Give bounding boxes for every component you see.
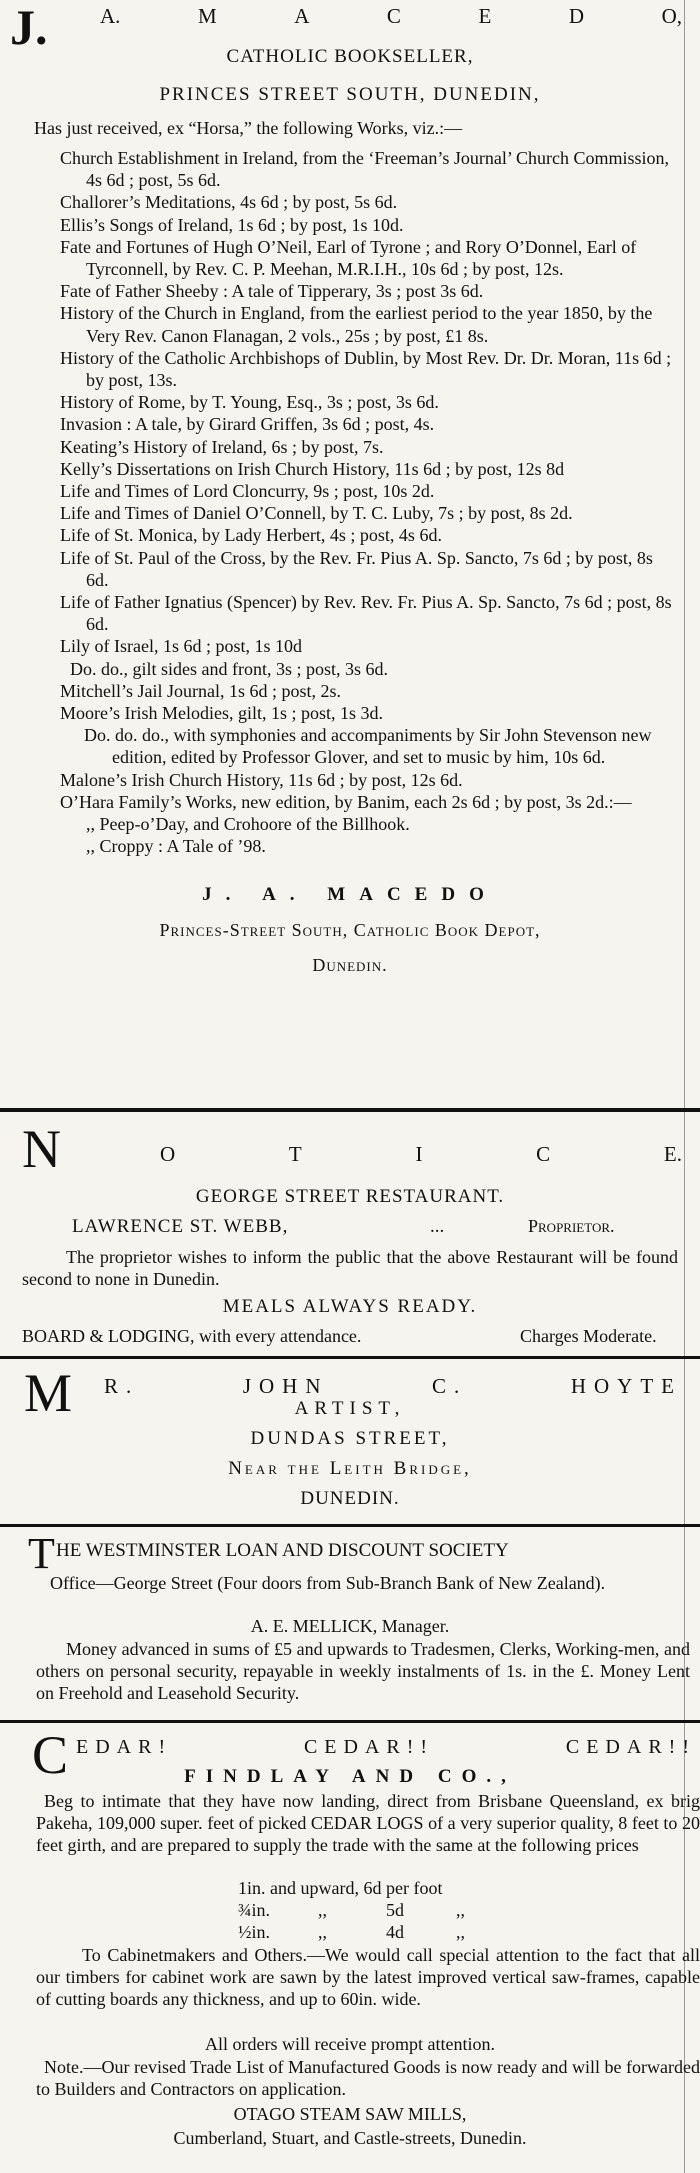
cedar-word: EDAR! <box>76 1736 173 1758</box>
ditto-mark: ,, <box>456 1900 465 1920</box>
ditto-mark: ,, <box>456 1922 465 1942</box>
manager-line: A. E. MELLICK, Manager. <box>250 1616 450 1636</box>
mills-line: OTAGO STEAM SAW MILLS, <box>233 2104 467 2124</box>
ditto-mark: ,, <box>318 1900 327 1920</box>
macedo-advertisement <box>0 0 700 976</box>
macedo-intro: Has just received, ex “Horsa,” the following Works, viz.:— <box>34 118 463 138</box>
list-item: Church Establishment in Ireland, from the ‘Freeman’s Journal’ Church Commission, 4s 6d ; post, 5s 6d. <box>60 148 670 191</box>
list-item: ,, Croppy : A Tale of ’98. <box>86 836 266 857</box>
hoyte-letters <box>104 1374 682 1399</box>
price-line-2 <box>238 1900 498 1921</box>
hoyte-word: HOYTE <box>570 1374 682 1398</box>
notice-letter: T <box>288 1142 302 1166</box>
list-item: O’Hara Family’s Works, new edition, by Banim, each 2s 6d ; by post, 3s 2d.:— <box>60 791 632 812</box>
dots: ... <box>430 1216 445 1237</box>
office-line: Office—George Street (Four doors from Sub-Branch Bank of New Zealand). <box>50 1573 606 1593</box>
meals-line: MEALS ALWAYS READY. <box>222 1296 478 1317</box>
hoyte-word: C. <box>432 1374 468 1398</box>
list-item: Do. do. do., with symphonies and accompaniments by Sir John Stevenson new edition, edited by Professor Glover, and set to music by him, 10s 6d. <box>84 725 652 768</box>
westminster-title: HE WESTMINSTER LOAN AND DISCOUNT SOCIETY <box>56 1540 509 1561</box>
list-item: Life of St. Paul of the Cross, by the Rev. Fr. Pius A. Sp. Sancto, 7s 6d ; by post, 8s 6d. <box>60 547 653 590</box>
notice-letter: E. <box>663 1142 682 1166</box>
book-list <box>0 147 700 858</box>
board-text: BOARD & LODGING, with every attendance. <box>22 1326 362 1346</box>
macedo-address: PRINCES STREET SOUTH, DUNEDIN, <box>159 84 541 105</box>
street-line: DUNDAS STREET, <box>250 1428 450 1449</box>
list-item: Life and Times of Daniel O’Connell, by T. C. Luby, 7s ; by post, 8s 2d. <box>60 503 573 524</box>
list-item: Invasion : A tale, by Girard Griffen, 3s 6d ; post, 4s. <box>60 414 435 435</box>
list-item: Ellis’s Songs of Ireland, 1s 6d ; by post, 1s 10d. <box>60 214 404 235</box>
list-item: Malone’s Irish Church History, 11s 6d ; by post, 12s 6d. <box>60 769 463 790</box>
list-item: ,, Peep-o’Day, and Crohoore of the Billhook. <box>86 814 410 835</box>
macedo-footer-city: Dunedin. <box>312 954 388 975</box>
header-letter: A. <box>100 4 121 28</box>
list-item: History of the Catholic Archbishops of Dublin, by Most Rev. Dr. Dr. Moran, 11s 6d ; by post, 13s. <box>60 347 672 391</box>
divider-rule <box>0 1356 700 1359</box>
divider-rule <box>0 1108 700 1112</box>
macedo-header <box>0 0 700 55</box>
note-text: Note.—Our revised Trade List of Manufactured Goods is now ready and will be forwarded to Builders and Contractors on application. <box>36 2057 700 2100</box>
list-item: History of the Church in England, from the earliest period to the year 1850, by the Very Rev. Canon Flanagan, 2 vols., 25s ; by post, £1 8s. <box>60 303 653 346</box>
header-letter: O, <box>661 4 682 28</box>
artist-line: ARTIST, <box>294 1398 406 1419</box>
list-item: Mitchell’s Jail Journal, 1s 6d ; post, 2s. <box>60 680 341 701</box>
price-line-1: 1in. and upward, 6d per foot <box>238 1878 443 1898</box>
board-line <box>22 1326 361 1347</box>
macedo-footer-line: Princes-Street South, Catholic Book Depot, <box>159 919 541 940</box>
notice-letter: C <box>536 1142 551 1166</box>
notice-letter: O <box>160 1142 176 1166</box>
notice-letter: I <box>415 1142 423 1166</box>
list-item: Fate of Father Sheeby : A tale of Tipperary, 3s ; post 3s 6d. <box>60 281 484 302</box>
list-item: Life and Times of Lord Cloncurry, 9s ; post, 10s 2d. <box>60 481 435 502</box>
hoyte-word: JOHN <box>242 1374 329 1398</box>
list-item: Life of Father Ignatius (Spencer) by Rev. Rev. Fr. Pius A. Sp. Sancto, 7s 6d ; post, 8s 6d. <box>60 592 672 635</box>
price-line-3 <box>238 1922 498 1943</box>
hoyte-word: R. <box>104 1374 140 1398</box>
drop-initial: C <box>32 1725 69 1785</box>
list-item: Lily of Israel, 1s 6d ; post, 1s 10d <box>60 636 302 657</box>
proprietor-name: LAWRENCE ST. WEBB, <box>72 1216 289 1237</box>
list-item: History of Rome, by T. Young, Esq., 3s ; post, 3s 6d. <box>60 392 439 413</box>
restaurant-title: GEORGE STREET RESTAURANT. <box>195 1186 505 1207</box>
notice-letters <box>160 1142 682 1167</box>
drop-initial: T <box>28 1529 55 1578</box>
cabinet-text: To Cabinetmakers and Others.—We would call special attention to the fact that all our timbers for cabinet work are sawn by the latest improved vertical saw-frames, capable of cutting boards any thickness, and up to 60in. wide. <box>36 1945 700 2010</box>
divider-rule <box>0 1524 700 1527</box>
macedo-footer-name: J. A. MACEDO <box>202 883 498 905</box>
list-item: Keating’s History of Ireland, 6s ; by post, 7s. <box>60 436 384 457</box>
list-item: Moore’s Irish Melodies, gilt, 1s ; post, 1s 3d. <box>60 703 383 724</box>
header-letter: C <box>386 4 401 28</box>
streets-line: Cumberland, Stuart, and Castle-streets, Dunedin. <box>173 2128 527 2148</box>
restaurant-text: The proprietor wishes to inform the public that the above Restaurant will be found second to none in Dunedin. <box>22 1247 678 1290</box>
header-letter: D <box>568 4 585 28</box>
list-item: Fate and Fortunes of Hugh O’Neil, Earl of Tyrone ; and Rory O’Donnel, Earl of Tyrconnell, by Rev. C. P. Meehan, M.R.I.H., 10s 6d ; by post, 12s. <box>60 236 637 280</box>
header-letter: A <box>294 4 310 28</box>
list-item: Challorer’s Meditations, 4s 6d ; by post, 5s 6d. <box>60 192 398 213</box>
cedar-intro: Beg to intimate that they have now landing, direct from Brisbane Queensland, ex brig Pakeha, 109,000 super. feet of picked CEDAR LOGS of a very superior quality, 8 feet to 20 feet girth, and are prepared to supply the trade with the same at the following prices <box>36 1791 700 1856</box>
drop-initial: J. <box>10 0 48 55</box>
list-item: Life of St. Monica, by Lady Herbert, 4s ; post, 4s 6d. <box>60 525 442 546</box>
cedar-header <box>76 1736 696 1759</box>
proprietor-label: Proprietor. <box>528 1216 615 1236</box>
drop-initial: N <box>22 1119 61 1179</box>
orders-line: All orders will receive prompt attention. <box>205 2034 495 2054</box>
firm-name: FINDLAY AND CO., <box>184 1766 516 1787</box>
list-item: Kelly’s Dissertations on Irish Church History, 11s 6d ; by post, 12s 8d <box>60 458 565 479</box>
header-letter: E <box>478 4 492 28</box>
price-size: ¾in. <box>238 1900 271 1920</box>
macedo-subtitle: CATHOLIC BOOKSELLER, <box>226 46 474 67</box>
list-item: Do. do., gilt sides and front, 3s ; post, 3s 6d. <box>70 658 388 679</box>
cedar-word: CEDAR!! <box>565 1736 696 1758</box>
cedar-word: CEDAR!! <box>303 1736 435 1758</box>
header-letters <box>100 4 682 29</box>
drop-initial: M <box>24 1363 73 1423</box>
price-value: 4d <box>386 1922 404 1942</box>
price-value: 5d <box>386 1900 404 1920</box>
westminster-text: Money advanced in sums of £5 and upwards to Tradesmen, Clerks, Working-men, and others on personal security, repayable in weekly instalments of 1s. in the £. Money Lent on Freehold and Leasehold Security. <box>36 1639 690 1704</box>
ditto-mark: ,, <box>318 1922 327 1942</box>
charges-text: Charges Moderate. <box>520 1326 657 1346</box>
city-line: DUNEDIN. <box>300 1488 400 1509</box>
near-line: Near the Leith Bridge, <box>228 1458 472 1479</box>
divider-rule <box>0 1720 700 1723</box>
header-letter: M <box>197 4 217 28</box>
price-size: ½in. <box>238 1922 271 1942</box>
